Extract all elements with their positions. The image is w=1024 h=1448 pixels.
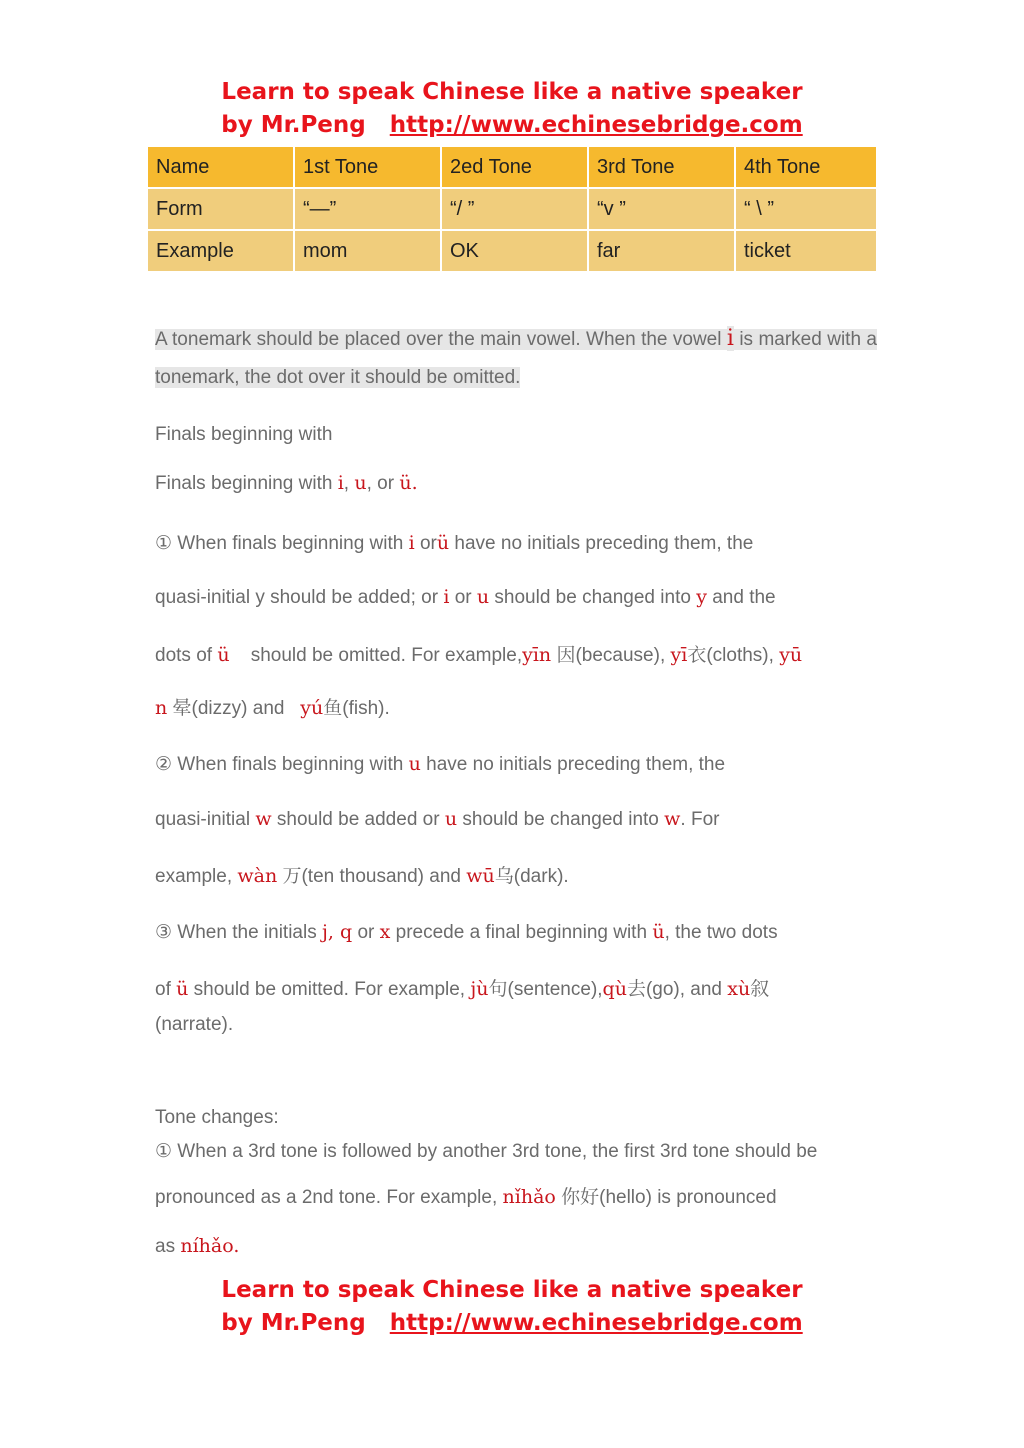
pinyin: i [443,586,450,608]
pinyin: i [408,532,415,554]
pinyin: yīn [522,644,552,666]
header-title: Learn to speak Chinese like a native speaker [221,79,803,105]
text: ② When finals beginning with [155,754,409,775]
pinyin: j [322,921,328,943]
text: have no initials preceding them, the [420,754,726,775]
pinyin: jù [470,978,489,1000]
text: ① When finals beginning with [155,533,409,554]
table-row [147,188,877,230]
table-cell: ticket [735,230,877,272]
pinyin: ü [217,644,230,666]
tone-table [146,145,878,273]
header-byline: by Mr.Peng [221,112,366,138]
text: , the two dots [664,922,778,943]
pinyin: u [476,586,490,608]
text: 鱼(fish). [323,698,390,719]
text: should be omitted. For example, [188,979,471,1000]
text: example, [155,866,238,887]
rule2-line3 [155,861,877,888]
pinyin: yī [670,644,688,666]
text: 因(because), [551,645,671,666]
note-text-part2: is marked with a tonemark, the dot over it should be omitted. [155,329,877,388]
tonemark-note [155,320,877,397]
table-row [147,230,877,272]
pinyin: n [155,697,168,719]
text: and the [706,587,776,608]
note-vowel: i [726,326,734,351]
pinyin: y [696,586,707,608]
footer-url-link[interactable]: http://www.echinesebridge.com [389,1310,803,1336]
text: quasi-initial [155,809,256,830]
pinyin: xù [727,978,751,1000]
text: 衣(cloths), [687,645,780,666]
text: ③ When the initials [155,922,322,943]
tone-changes-heading: Tone changes: [155,1107,279,1128]
text: or [414,533,437,554]
text: 万(ten thousand) and [277,866,467,887]
table-cell: “—” [294,188,441,230]
table-cell: far [588,230,735,272]
text: should be added or [271,809,445,830]
text: 句(sentence), [488,979,603,1000]
pinyin: x [379,921,391,943]
table-cell: “/ ” [441,188,588,230]
pinyin: yū [779,644,803,666]
pinyin: yú [300,697,324,719]
text: 乌(dark). [494,866,569,887]
tone-changes-line1: ① When a 3rd tone is followed by another 3rd tone, the first 3rd tone should be [155,1141,818,1162]
pinyin: ü [399,472,412,494]
table-cell: Example [147,230,294,272]
text: should be changed into [489,587,697,608]
table-cell: mom [294,230,441,272]
pinyin: w [255,808,272,830]
pinyin: u [444,808,458,830]
table-cell: OK [441,230,588,272]
rule2-line2 [155,808,877,831]
pinyin: wàn [237,865,278,887]
rule1-line2 [155,586,877,609]
rule3-line3: (narrate). [155,1014,234,1035]
text: precede a final beginning with [390,922,653,943]
pinyin: nǐhǎo [502,1186,556,1208]
table-header-cell: 3rd Tone [588,146,735,188]
table-header-cell: Name [147,146,294,188]
text: or [352,922,380,943]
table-header-cell: 2ed Tone [441,146,588,188]
rule3-line1 [155,921,877,944]
rule1-line3 [155,640,877,667]
pinyin: níhǎo [180,1235,234,1257]
text: as [155,1236,181,1257]
table-header-cell: 1st Tone [294,146,441,188]
pinyin: wū [466,865,495,887]
note-text-part1: A tonemark should be placed over the main vowel. When the vowel [155,329,727,350]
text: should be omitted. For example, [229,645,523,666]
text: should be changed into [457,809,665,830]
text: 去(go), and [626,979,728,1000]
rule3-line2 [155,974,877,1001]
rule2-line1 [155,753,877,776]
pinyin: u [354,472,367,494]
footer-title: Learn to speak Chinese like a native speaker [221,1277,803,1303]
pinyin: ü [436,532,450,554]
rule1-line4 [155,693,877,720]
pinyin: u [408,753,421,775]
text: , [343,473,355,494]
table-cell: “ \ ” [735,188,877,230]
pinyin: qù [602,978,627,1000]
tone-changes-line3 [155,1235,877,1258]
pinyin: i [337,472,344,494]
footer-byline: by Mr.Peng [221,1310,366,1336]
pinyin: ü [176,978,189,1000]
pinyin: q [340,921,353,943]
text: 叙 [750,979,770,1000]
text: . For [680,809,720,830]
text: have no initials preceding them, the [449,533,754,554]
footer-banner [0,1274,1024,1340]
text: , [327,921,340,943]
text: dots of [155,645,218,666]
finals-heading: Finals beginning with [155,424,333,445]
table-header-cell: 4th Tone [735,146,877,188]
text: 你好(hello) is pronounced [555,1187,777,1208]
finals-line [155,472,877,495]
text: or [449,587,477,608]
text: 晕(dizzy) and [167,698,301,719]
text: or [377,473,400,494]
table-cell: “v ” [588,188,735,230]
table-cell: Form [147,188,294,230]
header-banner [0,76,1024,142]
rule1-line1 [155,532,877,555]
text: , [366,473,378,494]
tone-table-header-row [147,146,877,188]
text: . [411,472,418,494]
text: pronounced as a 2nd tone. For example, [155,1187,503,1208]
header-url-link[interactable]: http://www.echinesebridge.com [389,112,803,138]
pinyin: w [664,808,681,830]
text: . [233,1235,240,1257]
text: Finals beginning with [155,473,338,494]
pinyin: ü [652,921,665,943]
tone-changes-line2 [155,1182,877,1209]
text: quasi-initial y should be added; or [155,587,444,608]
text: of [155,979,177,1000]
